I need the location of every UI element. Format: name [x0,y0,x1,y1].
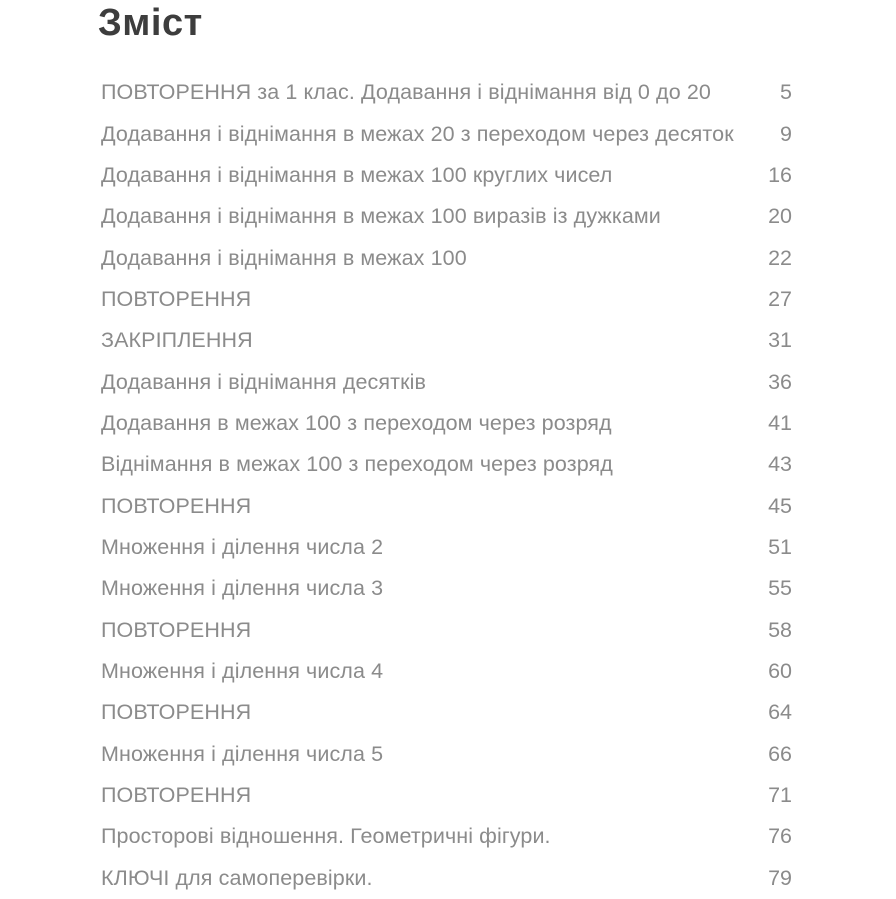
toc-entry-label: ПОВТОРЕННЯ [101,286,252,311]
toc-entry-label: ПОВТОРЕННЯ [101,783,252,808]
toc-entry-page: 22 [768,245,792,270]
toc-row [101,155,792,196]
toc-entry-label: Множення і ділення числа 5 [101,741,384,766]
toc-entry-page: 41 [768,410,792,435]
toc-row [101,609,792,650]
toc-entry-page: 64 [768,700,792,725]
toc-entry-page: 76 [768,824,792,849]
toc-entry-label: Множення і ділення числа 4 [101,658,384,683]
toc-entry-label: Додавання і віднімання в межах 100 круглих чисел [101,162,613,187]
toc-entry-page: 36 [768,369,792,394]
page-title: Зміст [98,2,203,44]
toc-entry-label: ПОВТОРЕННЯ [101,700,252,725]
toc-row [101,485,792,526]
toc-entry-label: Множення і ділення числа 3 [101,576,384,601]
toc-row [101,279,792,320]
toc-entry-page: 66 [768,741,792,766]
toc-row [101,320,792,361]
toc-entry-label: Додавання і віднімання десятків [101,369,426,394]
toc-entry-page: 58 [768,617,792,642]
toc-entry-page: 43 [768,452,792,477]
toc-row [101,816,792,857]
toc-entry-label: Віднімання в межах 100 з переходом через розряд [101,452,613,477]
toc-row [101,444,792,485]
toc-row [101,568,792,609]
toc-row [101,692,792,733]
toc-entry-label: ПОВТОРЕННЯ [101,493,252,518]
toc-entry-page: 31 [768,328,792,353]
toc-entry-page: 20 [768,204,792,229]
toc-entry-label: Просторові відношення. Геометричні фігури. [101,824,551,849]
toc-entry-page: 60 [768,658,792,683]
toc-row [101,361,792,402]
toc-row [101,113,792,154]
toc-entry-page: 51 [768,534,792,559]
toc-row [101,651,792,692]
toc-row [101,858,792,899]
toc-row [101,237,792,278]
toc-entry-label: Додавання і віднімання в межах 100 [101,245,467,270]
toc-entry-page: 79 [768,865,792,890]
toc-entry-page: 71 [768,783,792,808]
toc-entry-label: Множення і ділення числа 2 [101,534,384,559]
toc-entry-label: ПОВТОРЕННЯ за 1 клас. Додавання і віднімання від 0 до 20 [101,80,711,105]
toc-entry-label: ПОВТОРЕННЯ [101,617,252,642]
toc-entry-label: Додавання і віднімання в межах 100 виразів із дужками [101,204,661,229]
toc-entry-label: Додавання і віднімання в межах 20 з переходом через десяток [101,121,734,146]
toc-row [101,527,792,568]
toc-entry-page: 5 [780,80,792,105]
toc-row [101,775,792,816]
toc-row [101,734,792,775]
toc-entry-page: 27 [768,286,792,311]
toc-entry-label: КЛЮЧІ для самоперевірки. [101,865,373,890]
toc-entry-page: 16 [768,162,792,187]
toc-entry-label: ЗАКРІПЛЕННЯ [101,328,253,353]
toc-entry-page: 9 [780,121,792,146]
toc-row [101,72,792,113]
toc-entry-page: 45 [768,493,792,518]
toc-list [101,72,792,899]
toc-entry-label: Додавання в межах 100 з переходом через розряд [101,410,612,435]
toc-entry-page: 55 [768,576,792,601]
toc-row [101,196,792,237]
toc-row [101,403,792,444]
